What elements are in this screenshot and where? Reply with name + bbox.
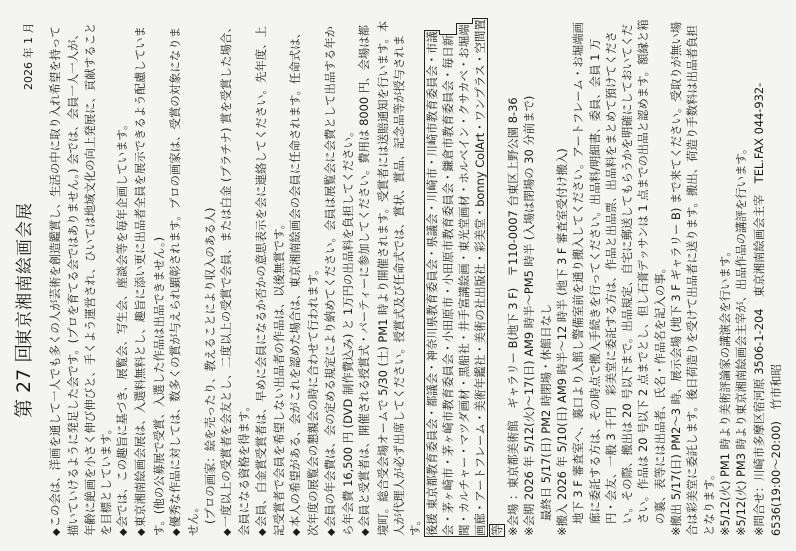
header bbox=[9, 17, 47, 536]
exhibition-title: 東京湘南絵画会展 bbox=[15, 202, 35, 346]
period-line: ※会期 2026 年 5/12(火)～17(日) AM9 時半～PM5 時半 (入場は閉場の 30 分前まで) bbox=[522, 95, 537, 536]
remark-line: ※5/12(火) PM1 時より美術評論家の講演会を行います。 bbox=[717, 245, 732, 536]
last-day-line: 最終日 5/17(日) PM2 時閉場・休館日なし bbox=[538, 303, 553, 536]
remark-line: ※5/12(火) PM3 時より東京湘南絵画会主宰が、出品作品の講評を行います。 bbox=[734, 142, 749, 536]
bullet-item: ◆ 会員と受賞者は、開催される授賞式・パーティーに参加してください。費用は 8000 円、会場は都境町。総合受会場オームで 5/30 (土) PM1 時より開催されます。受賞者には送賠通知を行います。本人が代理人が必ず出席してください。授賞式及び任命式では、賞状、賞品、記念品等が授与されます。 bbox=[356, 17, 423, 536]
bullet-item: ◆ 一度以上の受賞者を会友とし、二度以上の受賞で会員、または白金 (プラチナ) 賞を受賞した場合、会員になる資格を得ます。 bbox=[218, 17, 253, 536]
sponsors-box bbox=[424, 17, 505, 536]
bullet-item: ◆ 東京湘南絵画会展は、入選料無料とし、趣旨に添い更に出品者全員を展示できるよう配慮しています。(他の公募展で受賞、入選した作品は出品できません。) bbox=[132, 17, 167, 536]
carry-in-detail: 地下 3 F 審査室へ、裏口より入館し警備室前を通り搬入してください。アートフレーム・お堀端画廊に委託する方は、その時点で搬入手続きを行ってください。出品料/明細書、委員、会員 1 万円・会友、一般 3 千円 彩美堂に委託する方は、作品と出品票、出品料をまとめて預けてください。その際、搬出は 20 号以下まで。出品規定、自宅に郵送してもらうかを明確にしておいてください。作品は 20 号以下 2 点までとし、但し石膏デッサンは 1 点までの出品と認めます。額縁と箱の裏、表等には出品者、氏名・作品名を記入の事。 bbox=[571, 19, 667, 524]
bullet-item: ◆ 会員、白金賞受賞者は、早めに会員になるか否かの意思表示を会に連絡してください。先年度、上記受賞者で会員を希望しない出品者の作品は、以後無賞です。 bbox=[253, 17, 288, 536]
sponsors-text: 後援 東京都教育委員会・都議会・神奈川県教育委員会・県議会・川崎市・川崎市教育委員会・市議会・茅ヶ崎市・茅ヶ崎市教育委員会・小田原市・小田原市教育委員会・鎌倉市教育委員会・毎日新聞・カルチャー・マツダ画材・黒船社・井手富講絵画・東光堂画材・ホルベイン・クサカベ・お堀端画廊・アートフレーム・美術年鑑社・美術の社出版社・彩美堂・bonny ColArt・ワンプラス・空間置等 bbox=[424, 19, 504, 536]
bullet-item: ◆ 優秀な作品に対しては、数多くの賞が与えられ顕彰されます。プロの画家は、受賞の対象になりません。 bbox=[167, 17, 202, 536]
contact-line: ※問合せ：川崎市多摩区宿河原 3506-1-204 東京湘南絵画会主宰 TEL.FAX 044-932-6536(19:00～20:00) 竹市和昭 bbox=[752, 82, 783, 536]
bullet-item: ◆ 本人の希望がある、会がこれを認めた場合は、東京湘南絵画会の会員に任命されます。任命式は、次年度の展覧会の懇親会の時に合わせて行われます。 bbox=[287, 17, 322, 536]
intro-paragraph: ◆ この会は、洋画を通して一人でも多くの人が芸術を創造鑑賞し、生活の中に取り入れ希望を持って描いていけるように発足した会です。(プロを育てる会ではありません。) 会では、会員一人一人が、年齢に絶画を小さく伸び伸びと、手くよう運営され、ひいては地域文化の向上発展に、貢献することを目標としています。 bbox=[47, 17, 114, 536]
bullet-item: ◆ 会では、この趣旨に基づき、展覧会、写生会、座談会等を毎年企画しています。 bbox=[114, 17, 132, 536]
document-date: 2026 年 1 月 bbox=[22, 22, 35, 90]
bullet-item: ◆ 会員の年会費は、会の定める規定により納めてください。会員は展覧会に会費として出品する年から年会費 16,500 円 (DVD 制作費込み) と 1万円の出品料を負担してください。 bbox=[322, 17, 357, 536]
carry-in-line: ※搬入 2026 年 5/10(日) AM9 時半～12 時半 (地下 3 F 審査室受付け搬入) bbox=[554, 148, 569, 536]
carry-out-line: ※搬出 5/17(日) PM2～3 時、展示会場 (地下 3 F ギャラリー B) まで来てください。受取りが無い場合は彩美堂に委託します。後日荷造りを受けて出品者に送ります。搬出、荷造り手数料は出品者負担となります。 bbox=[668, 21, 716, 536]
venue-line: ※会場 ：東京都美術館 ギャラリー B(地下 3 F) 〒110-0007 台東区上野公園 8-36 bbox=[506, 97, 521, 536]
rotated-text-column bbox=[5, 5, 791, 546]
edition-number: 第 27 回 bbox=[13, 343, 35, 418]
note-line: (プロの画家：絵を売ったり、教えることにより収入のある人) bbox=[202, 207, 217, 524]
